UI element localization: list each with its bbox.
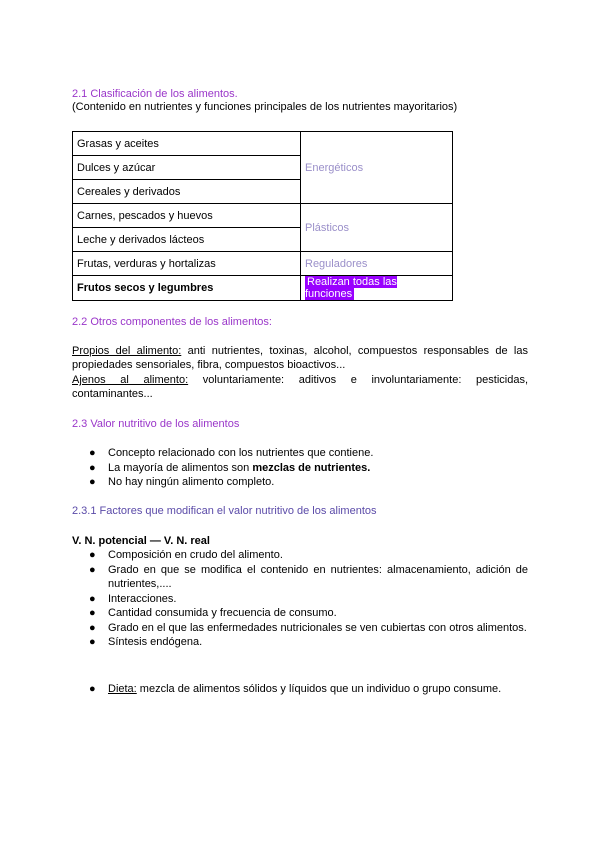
bullet-icon: ● <box>89 476 96 488</box>
bullet-icon: ● <box>89 549 96 561</box>
bullet-icon: ● <box>89 607 96 619</box>
bullet-icon: ● <box>89 461 96 474</box>
food-group-cell: Dulces y azúcar <box>73 156 301 180</box>
bullet-icon: ● <box>89 563 96 576</box>
section-2-3-heading: 2.3 Valor nutritivo de los alimentos <box>72 418 240 430</box>
bullet-icon: ● <box>89 683 96 695</box>
list-item: ● Composición en crudo del alimento. <box>89 549 283 561</box>
function-cell-reguladores: Reguladores <box>301 252 453 276</box>
food-group-cell: Grasas y aceites <box>73 132 301 156</box>
food-group-cell: Frutos secos y legumbres <box>73 276 301 301</box>
list-item: ● Cantidad consumida y frecuencia de consumo. <box>89 607 337 619</box>
list-item: ● Síntesis endógena. <box>89 636 203 648</box>
valor-nutritivo-list <box>72 446 528 490</box>
list-item: ● Dieta: mezcla de alimentos sólidos y líquidos que un individuo o grupo consume. <box>89 683 502 695</box>
food-group-cell: Carnes, pescados y huevos <box>73 204 301 228</box>
food-group-cell: Frutas, verduras y hortalizas <box>73 252 301 276</box>
dieta-list <box>72 682 528 697</box>
table-row <box>73 252 453 276</box>
table-row <box>73 204 453 228</box>
list-item: ● La mayoría de alimentos son mezclas de nutrientes. <box>89 461 371 474</box>
list-item: ● Concepto relacionado con los nutrientes que contiene. <box>89 447 374 459</box>
bullet-icon: ● <box>89 636 96 648</box>
ajenos-paragraph <box>72 373 528 401</box>
table-row <box>73 132 453 156</box>
factores-list <box>72 548 528 650</box>
list-item: ● No hay ningún alimento completo. <box>89 476 275 488</box>
propios-label: Propios del alimento: <box>72 345 182 357</box>
section-2-3-1-heading: 2.3.1 Factores que modifican el valor nutritivo de los alimentos <box>72 505 377 517</box>
list-item: ● Interacciones. <box>89 592 177 605</box>
bullet-icon: ● <box>89 621 96 634</box>
vn-heading: V. N. potencial — V. N. real <box>72 535 210 547</box>
function-cell-energeticos: Energéticos <box>301 132 453 204</box>
section-2-1-heading: 2.1 Clasificación de los alimentos. <box>72 88 238 100</box>
bullet-icon: ● <box>89 592 96 605</box>
highlighted-function: Realizan todas las funciones <box>305 276 397 300</box>
propios-text: anti nutrientes, toxinas, alcohol, compuestos responsables de las propiedades sensoriales, fibra, compuestos bioactivos... <box>72 345 528 371</box>
function-cell-todas <box>301 276 453 301</box>
section-2-2-heading: 2.2 Otros componentes de los alimentos: <box>72 316 272 328</box>
dieta-label: Dieta: <box>108 683 137 695</box>
food-group-cell: Leche y derivados lácteos <box>73 228 301 252</box>
ajenos-text: voluntariamente: aditivos e involuntariamente: pesticidas, contaminantes... <box>72 374 528 400</box>
list-item: ● Grado en el que las enfermedades nutricionales se ven cubiertas con otros alimentos. <box>89 621 527 634</box>
function-cell-plasticos: Plásticos <box>301 204 453 252</box>
bullet-icon: ● <box>89 447 96 459</box>
food-group-cell: Cereales y derivados <box>73 180 301 204</box>
propios-paragraph <box>72 344 528 372</box>
ajenos-label: Ajenos al alimento: <box>72 374 189 386</box>
section-2-1-subtitle: (Contenido en nutrientes y funciones principales de los nutrientes mayoritarios) <box>72 101 458 113</box>
list-item: ● Grado en que se modifica el contenido en nutrientes: almacenamiento, adición de nutrientes,.... <box>89 563 528 590</box>
table-row <box>73 276 453 301</box>
food-classification-table <box>72 131 453 301</box>
